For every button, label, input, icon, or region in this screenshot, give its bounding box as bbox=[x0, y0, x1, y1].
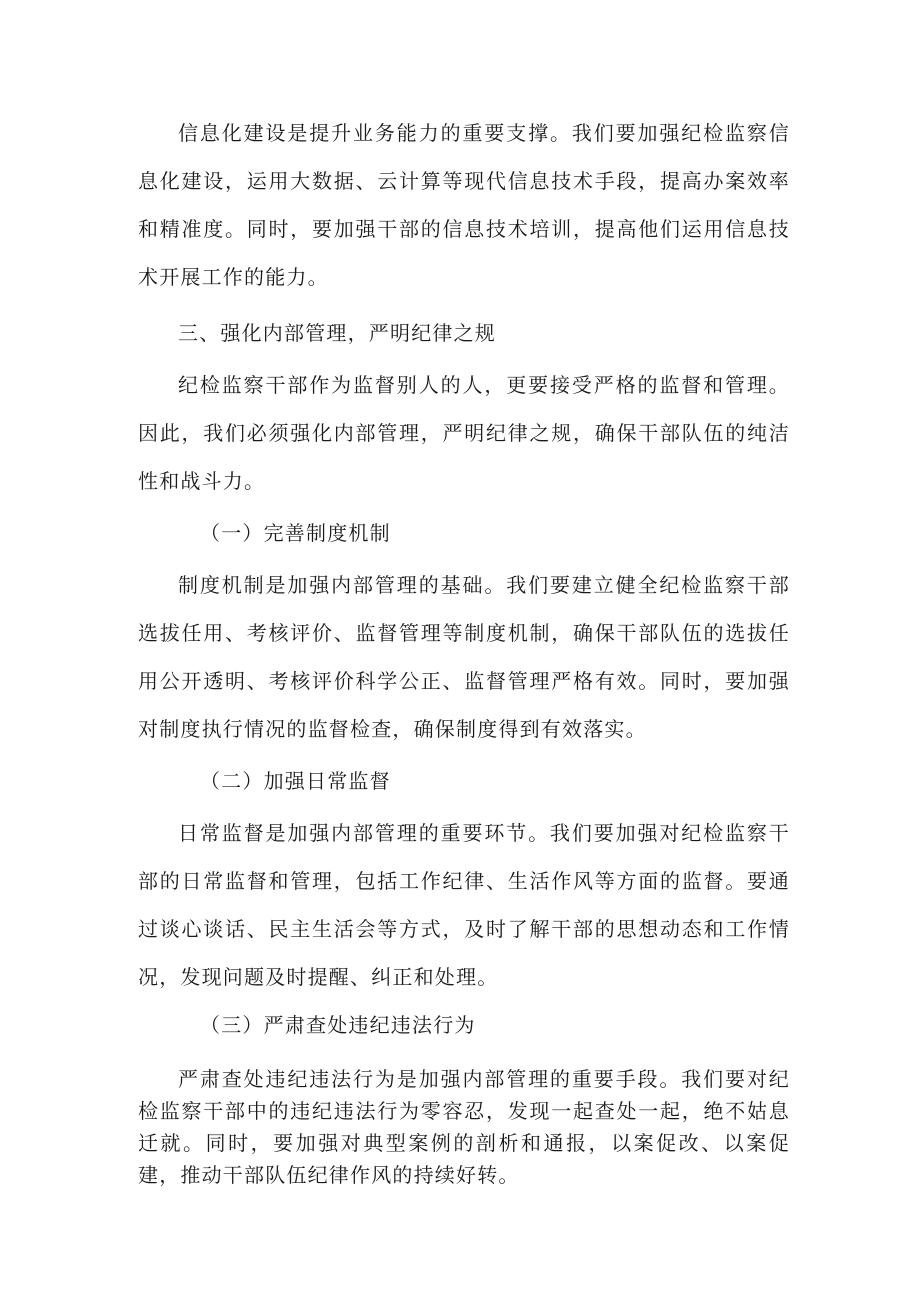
paragraph-system-mechanism: 制度机制是加强内部管理的基础。我们要建立健全纪检监察干部选拔任用、考核评价、监督管理等制度机制，确保干部队伍的选拔任用公开透明、考核评价科学公正、监督管理严格有效。同时，要加强对制度执行情况的监督检查，确保制度得到有效落实。 bbox=[138, 573, 790, 741]
paragraph-informatization: 信息化建设是提升业务能力的重要支撑。我们要加强纪检监察信息化建设，运用大数据、云计算等现代信息技术手段，提高办案效率和精准度。同时，要加强干部的信息技术培训，提高他们运用信息技术开展工作的能力。 bbox=[138, 121, 790, 289]
paragraph-daily-supervision: 日常监督是加强内部管理的重要环节。我们要加强对纪检监察干部的日常监督和管理，包括工作纪律、生活作风等方面的监督。要通过谈心谈话、民主生活会等方式，及时了解干部的思想动态和工作情况，发现问题及时提醒、纠正和处理。 bbox=[138, 821, 790, 989]
section-heading-internal-management: 三、强化内部管理，严明纪律之规 bbox=[178, 321, 496, 345]
paragraph-internal-management-intro: 纪检监察干部作为监督别人的人，更要接受严格的监督和管理。因此，我们必须强化内部管理，严明纪律之规，确保干部队伍的纯洁性和战斗力。 bbox=[138, 373, 790, 493]
paragraph-investigate-violations: 严肃查处违纪违法行为是加强内部管理的重要手段。我们要对纪检监察干部中的违纪违法行为零容忍，发现一起查处一起，绝不姑息迁就。同时，要加强对典型案例的剖析和通报，以案促改、以案促建，推动干部队伍纪律作风的持续好转。 bbox=[138, 1067, 790, 1187]
document-body bbox=[138, 109, 790, 1191]
subheading-daily-supervision: （二）加强日常监督 bbox=[200, 769, 391, 793]
subheading-investigate-violations: （三）严肃查处违纪违法行为 bbox=[200, 1013, 476, 1037]
subheading-system-mechanism: （一）完善制度机制 bbox=[200, 521, 391, 545]
